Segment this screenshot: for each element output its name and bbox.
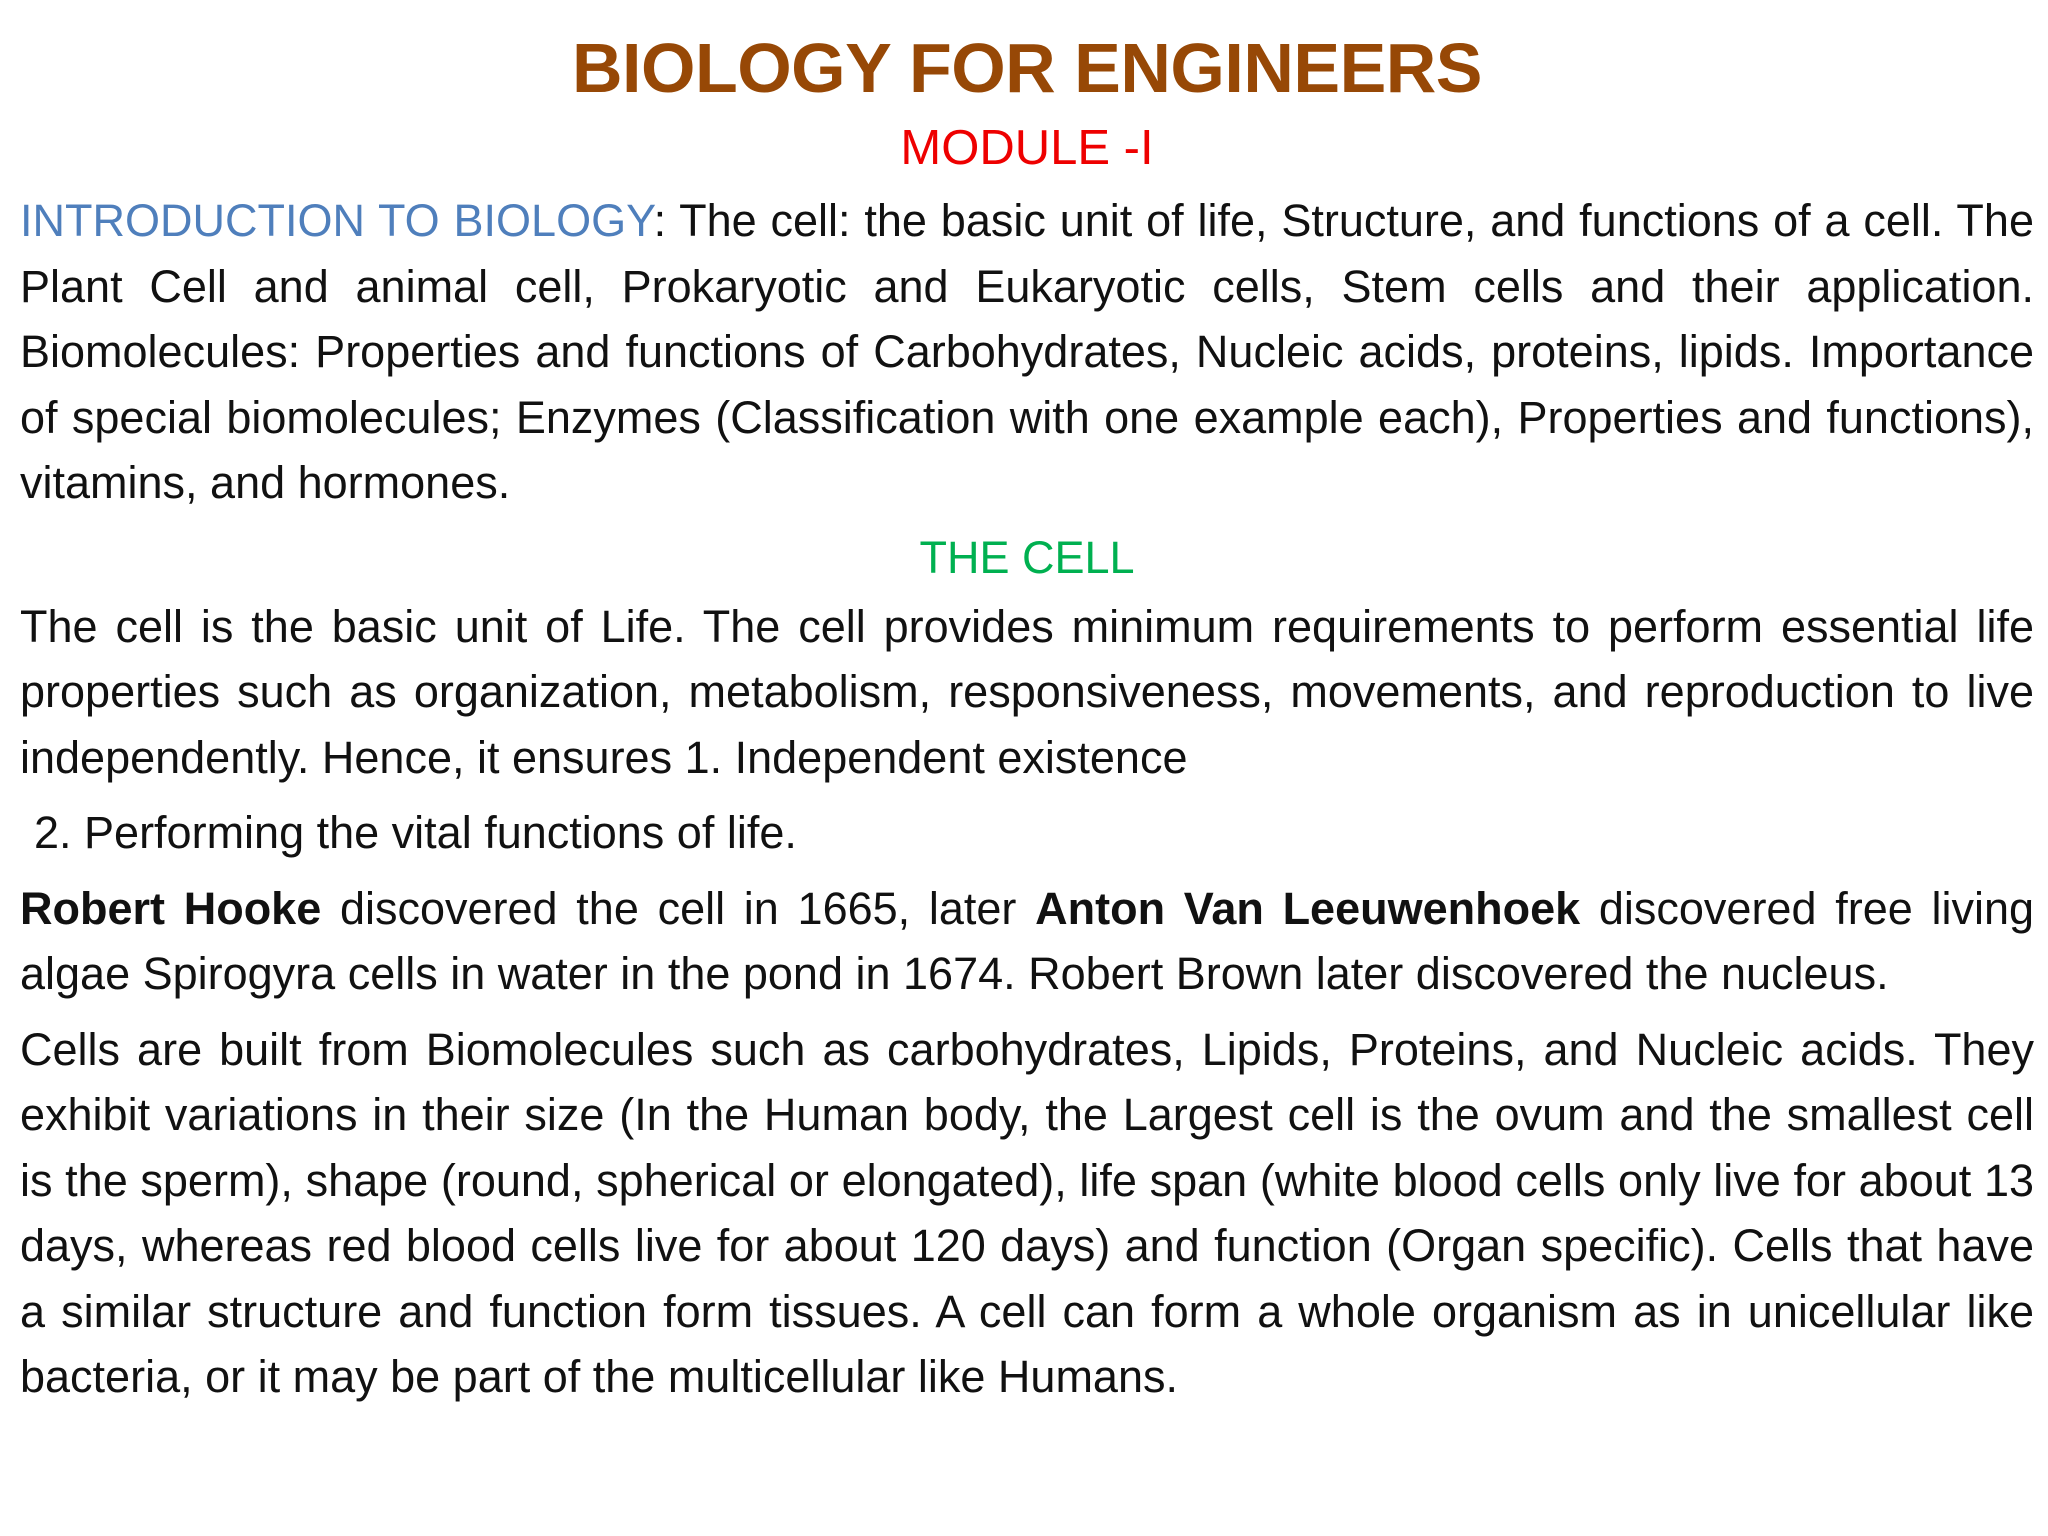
section-heading: THE CELL (919, 531, 1135, 583)
intro-paragraph (20, 188, 2034, 516)
discovery-text-2: discovered free living algae Spirogyra cells in water in the pond in 1674. Robert Brown later discovered the nucleus. (20, 882, 2035, 999)
document-title: BIOLOGY FOR ENGINEERS (572, 29, 1482, 107)
name-robert-hooke: Robert Hooke (20, 882, 322, 934)
intro-text: : The cell: the basic unit of life, Structure, and functions of a cell. The Plant Cell and animal cell, Prokaryotic and Eukaryotic cells, Stem cells and their application. Biomolecules: Properties and functions of Carbohydrates, Nucleic acids, proteins, lipids. Importance of special biomolecules; Enzymes (Classification with one example each), Properties and functions), vitamins, and hormones. (20, 195, 2034, 508)
cell-definition-paragraph: The cell is the basic unit of Life. The cell provides minimum requirements to perform essential life properties such as organization, metabolism, responsiveness, movements, and reproduction to live independently. Hence, it ensures 1. Independent existence (20, 600, 2034, 783)
list-item-2: 2. Performing the vital functions of life. (34, 807, 797, 858)
module-heading: MODULE -I (900, 121, 1154, 175)
document-page (20, 0, 2034, 1410)
intro-heading: INTRODUCTION TO BIOLOGY (20, 195, 654, 246)
discovery-text-1: discovered the cell in 1665, later (321, 882, 1036, 934)
biomolecules-paragraph: Cells are built from Biomolecules such as carbohydrates, Lipids, Proteins, and Nucleic acids. They exhibit variations in their size (In the Human body, the Largest cell is the ovum and the smallest cell is the sperm), shape (round, spherical or elongated), life span (white blood cells only live for about 13 days, whereas red blood cells live for about 120 days) and function (Organ specific). Cells that have a similar structure and function form tissues. A cell can form a whole organism as in unicellular like bacteria, or it may be part of the multicellular like Humans. (20, 1023, 2034, 1402)
name-anton-van-leeuwenhoek: Anton Van Leeuwenhoek (1035, 882, 1581, 934)
discovery-paragraph (20, 876, 2034, 1007)
